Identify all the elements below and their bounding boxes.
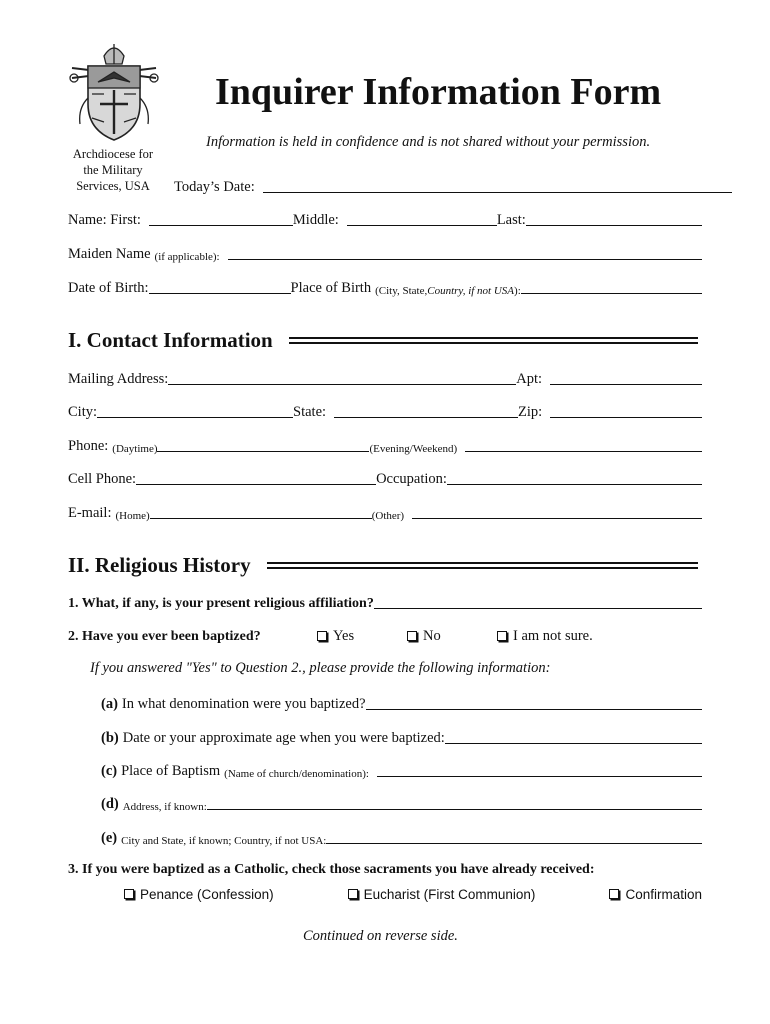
middle-name-field[interactable]	[347, 211, 497, 226]
question-d-label: Address, if known:	[122, 801, 207, 813]
question-2-label: 2. Have you ever been baptized?	[68, 629, 261, 644]
checkbox-icon[interactable]	[348, 889, 358, 899]
confidentiality-note: Information is held in confidence and is not shared without your permission.	[206, 134, 651, 150]
maiden-name-row	[68, 245, 702, 263]
state-label: State:	[293, 404, 327, 420]
affiliation-field[interactable]	[374, 594, 702, 609]
home-email-field[interactable]	[150, 504, 372, 519]
city-label: City:	[68, 404, 98, 420]
question-a-label: In what denomination were you baptized?	[121, 696, 366, 712]
contact-heading: I. Contact Information	[68, 328, 273, 352]
phone-row	[68, 437, 702, 455]
org-line-2: the Military	[83, 163, 143, 177]
question-c-row	[101, 762, 702, 780]
denomination-field[interactable]	[366, 695, 702, 710]
last-name-label: Last:	[496, 212, 526, 228]
first-name-label: Name: First:	[68, 212, 141, 228]
daytime-phone-field[interactable]	[157, 437, 369, 452]
pob-note-2: Country, if not USA	[427, 285, 515, 297]
zip-field[interactable]	[550, 403, 702, 418]
question-c-label: Place of Baptism	[121, 763, 221, 779]
baptism-city-field[interactable]	[326, 829, 702, 844]
org-line-1: Archdiocese for	[72, 147, 154, 161]
evening-phone-field[interactable]	[465, 437, 702, 452]
question-c-note: (Name of church/denomination):	[224, 768, 369, 780]
question-b-label: Date or your approximate age when you were baptized:	[122, 730, 445, 746]
question-c-marker: (c)	[101, 763, 118, 779]
baptism-place-field[interactable]	[377, 762, 702, 777]
middle-name-label: Middle:	[292, 212, 339, 228]
city-field[interactable]	[97, 403, 293, 418]
cell-label: Cell Phone:	[68, 471, 137, 487]
baptized-yes-option[interactable]	[317, 628, 407, 645]
todays-date-field[interactable]	[263, 178, 732, 193]
maiden-name-note: (if applicable):	[154, 251, 220, 263]
question-e-marker: (e)	[101, 830, 118, 846]
pob-label: Place of Birth	[290, 280, 372, 296]
question-2-row	[68, 628, 702, 645]
first-name-field[interactable]	[149, 211, 293, 226]
occupation-label: Occupation:	[376, 471, 447, 487]
no-label: No	[423, 628, 441, 644]
maiden-name-label: Maiden Name	[68, 246, 151, 262]
question-1-label: 1. What, if any, is your present religious affiliation?	[68, 596, 374, 611]
state-field[interactable]	[334, 403, 518, 418]
question-a-marker: (a)	[101, 696, 118, 712]
penance-option[interactable]	[124, 887, 274, 902]
baptism-instruction: If you answered "Yes" to Question 2., please provide the following information:	[90, 660, 551, 676]
question-d-marker: (d)	[101, 796, 119, 812]
evening-label: (Evening/Weekend)	[369, 443, 458, 455]
birth-row	[68, 279, 702, 297]
last-name-field[interactable]	[526, 211, 702, 226]
apt-field[interactable]	[550, 370, 702, 385]
baptism-date-field[interactable]	[445, 729, 702, 744]
continued-note: Continued on reverse side.	[303, 928, 458, 944]
religious-section-header	[68, 553, 698, 578]
other-email-field[interactable]	[412, 504, 702, 519]
daytime-label: (Daytime)	[112, 443, 158, 455]
occupation-field[interactable]	[447, 470, 702, 485]
yes-label: Yes	[333, 628, 355, 644]
question-a-row	[101, 695, 702, 713]
baptized-not-sure-option[interactable]	[497, 628, 593, 645]
archdiocese-crest-logo	[68, 38, 160, 143]
mailing-label: Mailing Address:	[68, 371, 169, 387]
maiden-name-field[interactable]	[228, 245, 702, 260]
confirmation-option[interactable]	[609, 887, 702, 902]
email-label: E-mail:	[68, 505, 112, 521]
confirmation-label: Confirmation	[625, 887, 702, 902]
cell-phone-field[interactable]	[136, 470, 376, 485]
pob-note-3: ):	[514, 285, 521, 297]
mailing-field[interactable]	[168, 370, 516, 385]
question-3-label: 3. If you were baptized as a Catholic, check those sacraments you have already received:	[68, 862, 595, 877]
baptized-no-option[interactable]	[407, 628, 497, 645]
apt-label: Apt:	[516, 371, 543, 387]
question-3-row	[68, 862, 595, 878]
name-row	[68, 211, 702, 229]
todays-date-row	[174, 178, 732, 196]
todays-date-label: Today’s Date:	[174, 179, 255, 195]
mailing-row	[68, 370, 702, 388]
city-row	[68, 403, 702, 421]
pob-field[interactable]	[521, 279, 702, 294]
section-rule	[267, 562, 698, 569]
org-line-3: Services, USA	[76, 179, 150, 193]
cell-row	[68, 470, 702, 488]
question-e-row	[101, 829, 702, 847]
zip-label: Zip:	[518, 404, 543, 420]
organization-name	[60, 146, 166, 194]
section-rule	[289, 337, 698, 344]
checkbox-icon[interactable]	[317, 631, 327, 641]
religious-heading: II. Religious History	[68, 553, 251, 577]
not-sure-label: I am not sure.	[513, 628, 593, 644]
form-title: Inquirer Information Form	[215, 71, 662, 113]
email-row	[68, 504, 702, 522]
dob-label: Date of Birth:	[68, 280, 149, 296]
checkbox-icon[interactable]	[407, 631, 417, 641]
home-email-note: (Home)	[115, 510, 150, 522]
question-1-row	[68, 594, 702, 612]
eucharist-option[interactable]	[348, 887, 536, 902]
eucharist-label: Eucharist (First Communion)	[363, 887, 536, 902]
checkbox-icon[interactable]	[124, 889, 134, 899]
contact-section-header	[68, 328, 698, 353]
question-b-marker: (b)	[101, 730, 119, 746]
phone-label: Phone:	[68, 438, 109, 454]
dob-field[interactable]	[149, 279, 291, 294]
baptism-address-field[interactable]	[207, 795, 702, 810]
other-email-note: (Other)	[371, 510, 405, 522]
checkbox-icon[interactable]	[497, 631, 507, 641]
sacraments-row	[124, 887, 702, 902]
checkbox-icon[interactable]	[609, 889, 619, 899]
pob-note-1: (City, State,	[375, 285, 428, 297]
penance-label: Penance (Confession)	[140, 887, 274, 902]
question-b-row	[101, 729, 702, 747]
question-e-label: City and State, if known; Country, if not USA:	[121, 835, 327, 847]
question-d-row	[101, 795, 702, 813]
